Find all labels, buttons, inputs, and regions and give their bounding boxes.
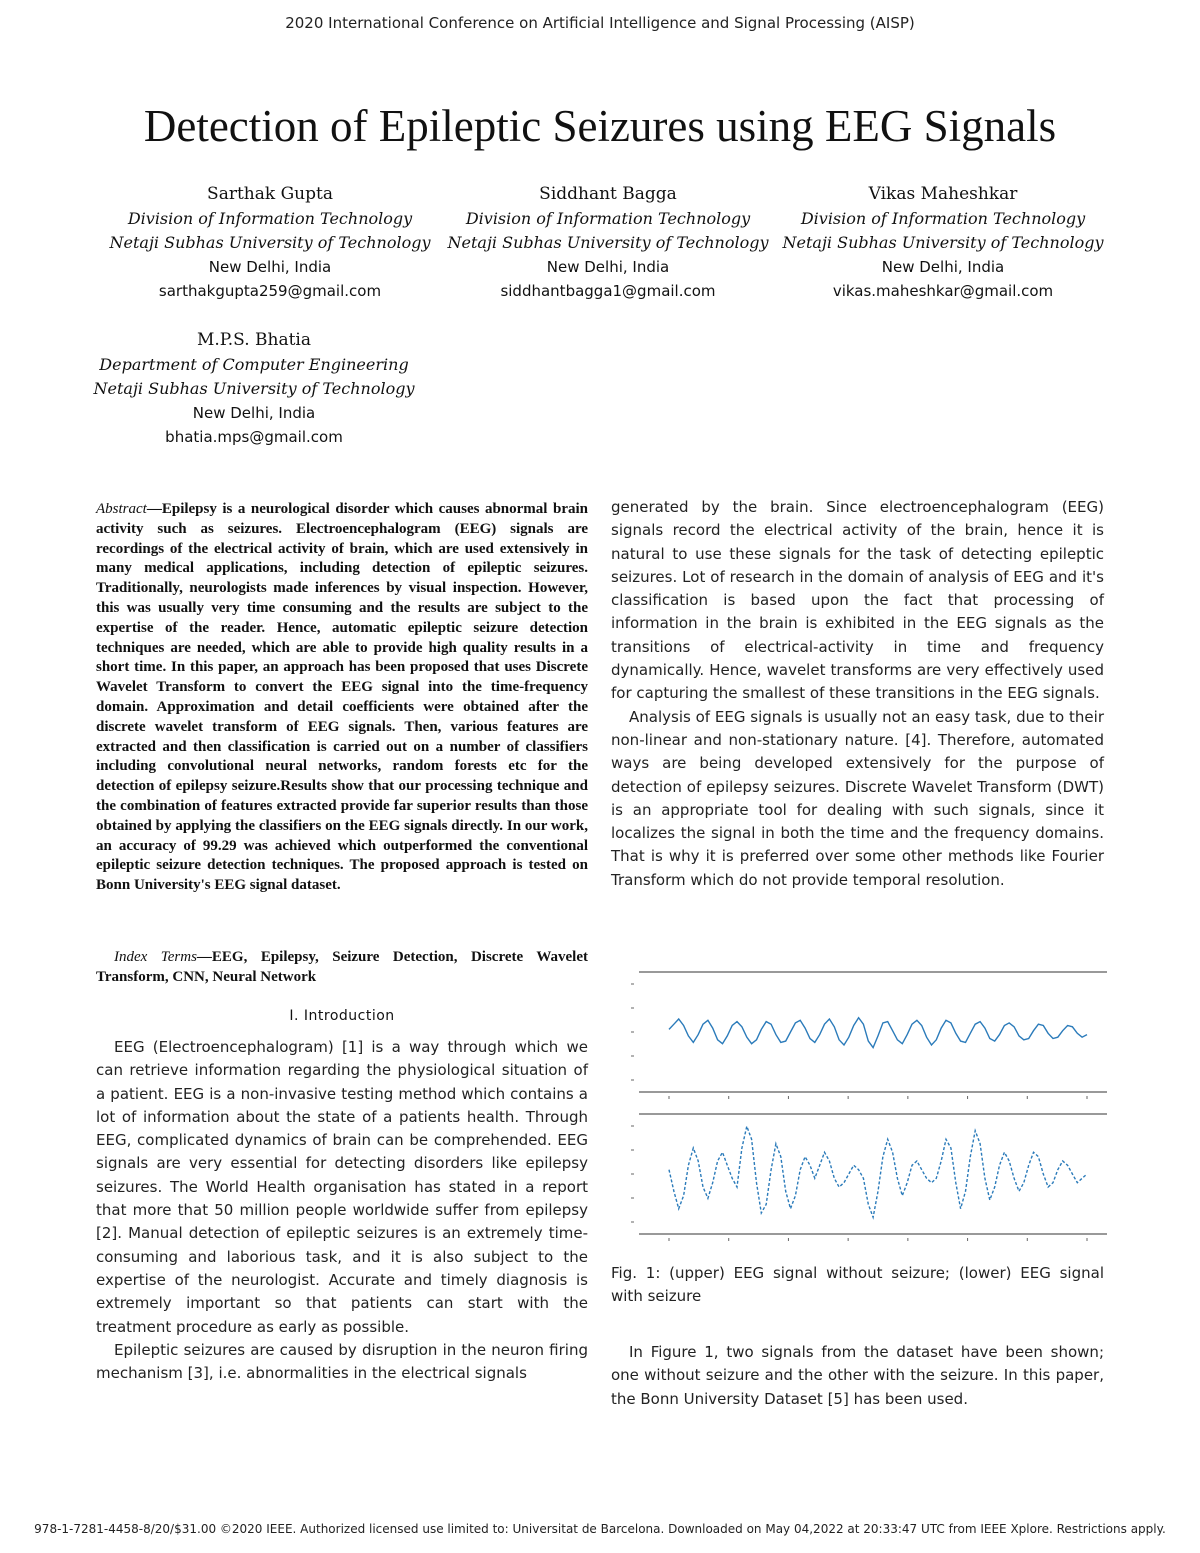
author-univ: Netaji Subhas University of Technology xyxy=(109,233,431,252)
author-name: M.P.S. Bhatia xyxy=(196,330,312,350)
paper-title: Detection of Epileptic Seizures using EEG Signals xyxy=(143,101,1057,151)
author-name: Sarthak Gupta xyxy=(207,184,333,204)
author-email: siddhantbagga1@gmail.com xyxy=(500,282,716,300)
author-univ: Netaji Subhas University of Technology xyxy=(782,233,1104,252)
chart-upper xyxy=(631,972,1107,1099)
index-terms xyxy=(96,947,588,987)
index-terms-text: —EEG, Epilepsy, Seizure Detection, Discrete Wavelet Transform, CNN, Neural Network xyxy=(96,949,588,985)
figure-caption: Fig. 1: (upper) EEG signal without seizure; (lower) EEG signal with seizure xyxy=(611,1264,1104,1306)
figure-1 xyxy=(611,962,1111,1252)
paragraph: EEG (Electroencephalogram) [1] is a way through which we can retrieve information regarding the physiological situation of a patient. EEG is a non-invasive testing method which contains a lot of information about the state of a patients health. Through EEG, complicated dynamics of brain can be comprehended. EEG signals are very essential for detecting disorders like epilepsy seizures. The World Health organisation has stated in a report that more that 50 million people worldwide suffer from epilepsy [2]. Manual detection of epileptic seizures is an extremely time-consuming and laborious task, and it is also subject to the expertise of the neurologist. Accurate and timely diagnosis is extremely important so that patients can start with the treatment procedure as early as possible. xyxy=(96,1038,588,1336)
section-heading: I. Introduction xyxy=(289,1008,395,1024)
paragraph: In Figure 1, two signals from the dataset have been shown; one without seizure and the other with the seizure. In this paper, the Bonn University Dataset [5] has been used. xyxy=(611,1343,1104,1408)
author-univ: Netaji Subhas University of Technology xyxy=(447,233,769,252)
author-email: vikas.maheshkar@gmail.com xyxy=(832,282,1054,300)
author-univ: Netaji Subhas University of Technology xyxy=(93,379,415,398)
author-city: New Delhi, India xyxy=(208,258,332,276)
abstract-text: —Epilepsy is a neurological disorder which causes abnormal brain activity such as seizures. Electroencephalogram (EEG) signals are recordings of the electrical activity of brain, which are used extensively in many medical applications, including detection of epileptic seizures. Traditionally, neurologists made inferences by visual inspection. However, this was usually very time consuming and the results are subject to the expertise of the reader. Hence, automatic epileptic seizure detection techniques are needed, which are able to provide high quality results in a short time. In this paper, an approach has been proposed that uses Discrete Wavelet Transform to convert the EEG signal into the time-frequency domain. Approximation and detail coefficients were obtained after the discrete wavelet transform of EEG signals. Then, various features are extracted and then classification is carried out on a number of classifiers including convolutional neural networks, random forests etc for the detection of epilepsy seizure.Results show that our processing technique and the combination of features extracted provide far superior results than those obtained by applying the classifiers on the EEG signals directly. In our work, an accuracy of 99.29 was achieved which outperformed the conventional epileptic seizure detection techniques. The proposed approach is tested on Bonn University's EEG signal dataset. xyxy=(96,501,588,894)
author-city: New Delhi, India xyxy=(881,258,1005,276)
series-line xyxy=(669,1018,1087,1048)
paragraph: Analysis of EEG signals is usually not an easy task, due to their non-linear and non-stationary nature. [4]. Therefore, automated ways are being developed extensively for the purpose of detection of epilepsy seizures. Discrete Wavelet Transform (DWT) is an appropriate tool for dealing with such signals, since it localizes the signal in both the time and the frequency domains. That is why it is preferred over some other methods like Fourier Transform which do not provide temporal resolution. xyxy=(611,707,1104,889)
intro-right-column xyxy=(611,496,1104,892)
author-name: Vikas Maheshkar xyxy=(868,184,1018,204)
intro-left-column xyxy=(96,1036,588,1385)
paragraph: Epileptic seizures are caused by disruption in the neuron firing mechanism [3], i.e. abnormalities in the electrical signals xyxy=(96,1340,588,1383)
page-footer: 978-1-7281-4458-8/20/$31.00 ©2020 IEEE. Authorized licensed use limited to: Universitat de Barcelona. Downloaded on May 04,2022 at 20:33:47 UTC from IEEE Xplore. Restrictions apply. xyxy=(34,1522,1166,1536)
author-block-3 xyxy=(773,182,1113,303)
author-dept: Department of Computer Engineering xyxy=(99,355,409,374)
author-block-2 xyxy=(438,182,778,303)
author-email: bhatia.mps@gmail.com xyxy=(165,428,343,446)
author-dept: Division of Information Technology xyxy=(800,209,1086,228)
author-dept: Division of Information Technology xyxy=(127,209,413,228)
conference-header: 2020 International Conference on Artificial Intelligence and Signal Processing (AISP) xyxy=(285,14,915,32)
intro-right-column-continued xyxy=(611,1341,1104,1411)
author-email: sarthakgupta259@gmail.com xyxy=(158,282,382,300)
author-city: New Delhi, India xyxy=(192,404,316,422)
series-line xyxy=(669,1126,1087,1217)
abstract-lead: Abstract xyxy=(96,501,147,517)
author-block-4 xyxy=(84,328,424,449)
paragraph: generated by the brain. Since electroencephalogram (EEG) signals record the electrical activity of the brain, hence it is natural to use these signals for the task of detecting epileptic seizures. Lot of research in the domain of analysis of EEG and it's classification is based upon the fact that processing of information in the brain is exhibited in the EEG signals as the transitions of electrical-activity in time and frequency dynamically. Hence, wavelet transforms are very effectively used for capturing the smallest of these transitions in the EEG signals. xyxy=(611,498,1104,703)
author-dept: Division of Information Technology xyxy=(465,209,751,228)
index-terms-lead: Index Terms xyxy=(114,949,197,965)
abstract xyxy=(96,500,588,896)
chart-lower xyxy=(631,1114,1107,1241)
author-name: Siddhant Bagga xyxy=(539,184,677,204)
author-city: New Delhi, India xyxy=(546,258,670,276)
author-block-1 xyxy=(100,182,440,303)
